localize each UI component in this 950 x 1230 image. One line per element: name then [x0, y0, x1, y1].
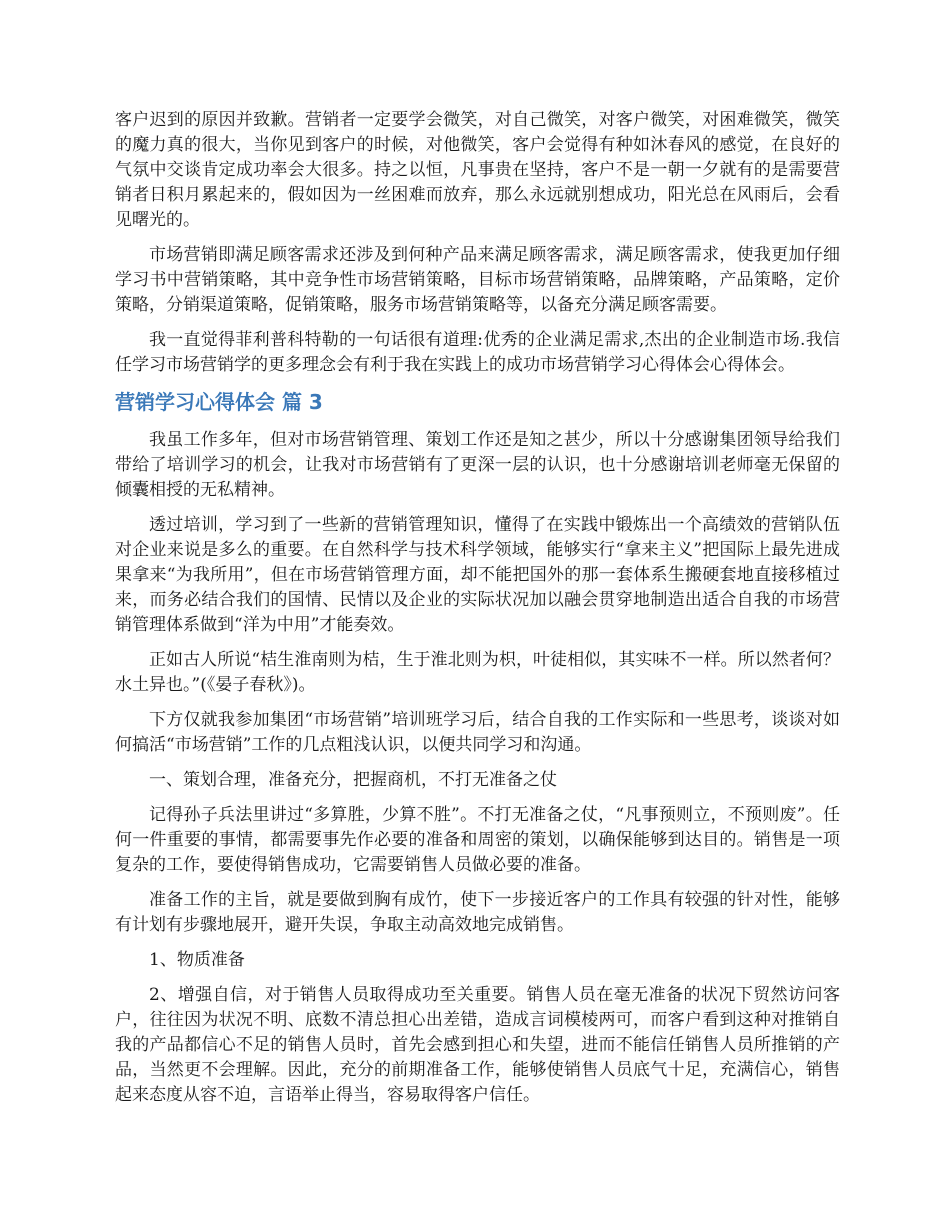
paragraph: 我虽工作多年，但对市场营销管理、策划工作还是知之甚少，所以十分感谢集团领导给我们带给了培训学习的机会，让我对市场营销有了更深一层的认识，也十分感谢培训老师毫无保留的倾囊相授的无私精神。 — [115, 430, 840, 500]
paragraph: 准备工作的主旨，就是要做到胸有成竹，使下一步接近客户的工作具有较强的针对性，能够有计划有步骤地展开，避开失误，争取主动高效地完成销售。 — [115, 890, 840, 935]
paragraph: 客户迟到的原因并致歉。营销者一定要学会微笑，对自己微笑，对客户微笑，对困难微笑，微笑的魔力真的很大，当你见到客户的时候，对他微笑，客户会觉得有种如沐春风的感觉，在良好的气氛中交谈肯定成功率会大很多。持之以恒，凡事贵在坚持，客户不是一朝一夕就有的是需要营销者日积月累起来的，假如因为一丝困难而放弃，那么永远就别想成功，阳光总在风雨后，会看见曙光的。 — [115, 110, 840, 230]
paragraph: 我一直觉得菲利普科特勒的一句话很有道理:优秀的企业满足需求,杰出的企业制造市场.我信任学习市场营销学的更多理念会有利于我在实践上的成功市场营销学习心得体会心得体会。 — [115, 330, 840, 375]
document-page — [115, 108, 840, 1118]
paragraph: 下方仅就我参加集团“市场营销”培训班学习后，结合自我的工作实际和一些思考，谈谈对如何搞活“市场营销”工作的几点粗浅认识，以便共同学习和沟通。 — [115, 710, 840, 755]
paragraph: 市场营销即满足顾客需求还涉及到何种产品来满足顾客需求，满足顾客需求，使我更加仔细学习书中营销策略，其中竞争性市场营销策略，目标市场营销策略，品牌策略，产品策略，定价策略，分销渠道策略，促销策略，服务市场营销策略等，以备充分满足顾客需要。 — [115, 245, 840, 315]
paragraph: 透过培训，学习到了一些新的营销管理知识，懂得了在实践中锻炼出一个高绩效的营销队伍对企业来说是多么的重要。在自然科学与技术科学领域，能够实行“拿来主义”把国际上最先进成果拿来“为我所用”，但在市场营销管理方面，却不能把国外的那一套体系生搬硬套地直接移植过来，而务必结合我们的国情、民情以及企业的实际状况加以融会贯穿地制造出适合自我的市场营销管理体系做到“洋为中用”才能奏效。 — [115, 515, 840, 635]
section-heading: 营销学习心得体会 篇 3 — [115, 390, 323, 414]
paragraph: 记得孙子兵法里讲过“多算胜，少算不胜”。不打无准备之仗，“凡事预则立，不预则废”。任何一件重要的事情，都需要事先作必要的准备和周密的策划，以确保能够到达目的。销售是一项复杂的工作，要使得销售成功，它需要销售人员做必要的准备。 — [115, 805, 840, 875]
list-item-title: 1、物质准备 — [149, 950, 245, 970]
paragraph: 2、增强自信，对于销售人员取得成功至关重要。销售人员在毫无准备的状况下贸然访问客户，往往因为状况不明、底数不清总担心出差错，造成言词模棱两可，而客户看到这种对推销自我的产品都信心不足的销售人员时，首先会感到担心和失望，进而不能信任销售人员所推销的产品，当然更不会理解。因此，充分的前期准备工作，能够使销售人员底气十足，充满信心，销售起来态度从容不迫，言语举止得当，容易取得客户信任。 — [115, 985, 840, 1105]
paragraph: 正如古人所说“桔生淮南则为桔，生于淮北则为枳，叶徒相似，其实味不一样。所以然者何？水土异也。”(《晏子春秋》)。 — [115, 650, 840, 695]
subsection-title: 一、策划合理，准备充分，把握商机，不打无准备之仗 — [149, 770, 557, 790]
